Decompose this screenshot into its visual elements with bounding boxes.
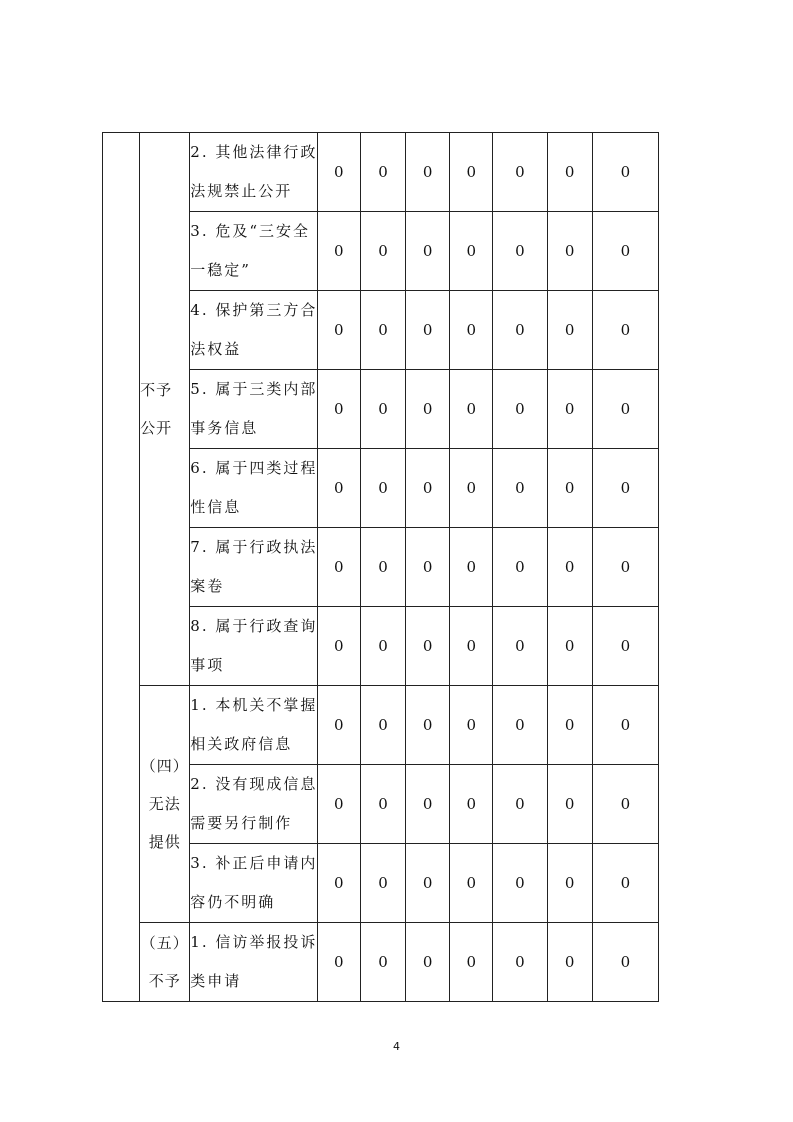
value-cell: 0: [493, 923, 547, 1002]
value-cell: 0: [360, 923, 405, 1002]
group-label-cell: [140, 686, 190, 923]
group-label-line: （五）: [140, 934, 189, 952]
value-cell: 0: [360, 765, 405, 844]
value-cell: 0: [592, 212, 658, 291]
value-cell: 0: [450, 765, 493, 844]
item-label-line: 2. 没有现成信息: [190, 775, 318, 793]
item-label-line: 事务信息: [190, 419, 259, 437]
value-cell: 0: [450, 923, 493, 1002]
table-row: [103, 923, 659, 1002]
value-cell: 0: [547, 923, 592, 1002]
item-label-cell: [190, 923, 317, 1002]
group-label-line: 不予: [148, 972, 181, 990]
value-cell: 0: [317, 370, 360, 449]
value-cell: 0: [547, 370, 592, 449]
item-label-line: 8. 属于行政查询: [190, 617, 318, 635]
item-label-line: 法权益: [190, 340, 242, 358]
value-cell: 0: [450, 133, 493, 212]
value-cell: 0: [360, 844, 405, 923]
value-cell: 0: [493, 133, 547, 212]
item-label-cell: [190, 765, 317, 844]
item-label-line: 容仍不明确: [190, 893, 276, 911]
value-cell: 0: [450, 291, 493, 370]
value-cell: 0: [592, 923, 658, 1002]
value-cell: 0: [547, 607, 592, 686]
value-cell: 0: [592, 765, 658, 844]
item-label-line: 2. 其他法律行政: [190, 143, 318, 161]
value-cell: 0: [406, 844, 450, 923]
value-cell: 0: [493, 370, 547, 449]
item-label-line: 类申请: [190, 972, 242, 990]
value-cell: 0: [406, 212, 450, 291]
item-label-cell: [190, 607, 317, 686]
value-cell: 0: [547, 765, 592, 844]
value-cell: 0: [493, 607, 547, 686]
value-cell: 0: [547, 449, 592, 528]
value-cell: 0: [406, 607, 450, 686]
item-label-line: 案卷: [190, 577, 225, 595]
value-cell: 0: [360, 686, 405, 765]
value-cell: 0: [493, 212, 547, 291]
value-cell: 0: [406, 291, 450, 370]
value-cell: 0: [450, 607, 493, 686]
value-cell: 0: [406, 765, 450, 844]
value-cell: 0: [317, 686, 360, 765]
value-cell: 0: [493, 686, 547, 765]
item-label-line: 4. 保护第三方合: [190, 301, 318, 319]
value-cell: 0: [317, 528, 360, 607]
value-cell: 0: [317, 291, 360, 370]
value-cell: 0: [450, 212, 493, 291]
value-cell: 0: [547, 212, 592, 291]
value-cell: 0: [493, 844, 547, 923]
value-cell: 0: [317, 212, 360, 291]
item-label-cell: [190, 291, 317, 370]
item-label-line: 1. 本机关不掌握: [190, 696, 318, 714]
value-cell: 0: [406, 528, 450, 607]
item-label-cell: [190, 844, 317, 923]
value-cell: 0: [360, 607, 405, 686]
disclosure-table: [102, 132, 659, 1002]
value-cell: 0: [493, 528, 547, 607]
group-label-line: 公开: [140, 419, 173, 437]
item-label-line: 3. 补正后申请内: [190, 854, 318, 872]
value-cell: 0: [592, 449, 658, 528]
group-label-cell: [140, 133, 190, 686]
value-cell: 0: [547, 844, 592, 923]
value-cell: 0: [450, 686, 493, 765]
value-cell: 0: [493, 291, 547, 370]
value-cell: 0: [406, 686, 450, 765]
value-cell: 0: [592, 370, 658, 449]
value-cell: 0: [450, 449, 493, 528]
value-cell: 0: [406, 370, 450, 449]
table-row: [103, 133, 659, 212]
item-label-cell: [190, 528, 317, 607]
value-cell: 0: [592, 291, 658, 370]
item-label-cell: [190, 686, 317, 765]
value-cell: 0: [592, 133, 658, 212]
value-cell: 0: [493, 765, 547, 844]
value-cell: 0: [450, 528, 493, 607]
value-cell: 0: [450, 370, 493, 449]
value-cell: 0: [317, 607, 360, 686]
value-cell: 0: [450, 844, 493, 923]
item-label-line: 7. 属于行政执法: [190, 538, 318, 556]
value-cell: 0: [360, 212, 405, 291]
item-label-line: 6. 属于四类过程: [190, 459, 318, 477]
item-label-line: 1. 信访举报投诉: [190, 933, 318, 951]
value-cell: 0: [406, 133, 450, 212]
value-cell: 0: [592, 528, 658, 607]
value-cell: 0: [317, 449, 360, 528]
item-label-line: 5. 属于三类内部: [190, 380, 318, 398]
value-cell: 0: [406, 923, 450, 1002]
item-label-cell: [190, 133, 317, 212]
item-label-line: 事项: [190, 656, 225, 674]
item-label-line: 一稳定”: [190, 261, 251, 279]
item-label-cell: [190, 370, 317, 449]
item-label-line: 性信息: [190, 498, 242, 516]
group-label-line: （四）: [140, 757, 189, 775]
item-label-line: 法规禁止公开: [190, 182, 293, 200]
value-cell: 0: [317, 133, 360, 212]
value-cell: 0: [547, 528, 592, 607]
item-label-cell: [190, 212, 317, 291]
item-label-cell: [190, 449, 317, 528]
value-cell: 0: [317, 765, 360, 844]
group-label-line: 提供: [148, 833, 181, 851]
value-cell: 0: [360, 449, 405, 528]
group-label-line: 无法: [148, 795, 181, 813]
value-cell: 0: [592, 607, 658, 686]
value-cell: 0: [493, 449, 547, 528]
table-body: [103, 133, 659, 1002]
value-cell: 0: [360, 528, 405, 607]
value-cell: 0: [317, 844, 360, 923]
value-cell: 0: [406, 449, 450, 528]
value-cell: 0: [360, 370, 405, 449]
item-label-line: 3. 危及“三安全: [190, 222, 311, 240]
group-label-line: 不予: [140, 381, 173, 399]
value-cell: 0: [547, 133, 592, 212]
value-cell: 0: [360, 133, 405, 212]
item-label-line: 相关政府信息: [190, 735, 293, 753]
item-label-line: 需要另行制作: [190, 814, 293, 832]
value-cell: 0: [592, 844, 658, 923]
value-cell: 0: [547, 686, 592, 765]
table-row: [103, 686, 659, 765]
group-label-cell: [140, 923, 190, 1002]
value-cell: 0: [547, 291, 592, 370]
value-cell: 0: [592, 686, 658, 765]
value-cell: 0: [317, 923, 360, 1002]
outer-category-cell: [103, 133, 140, 1002]
value-cell: 0: [360, 291, 405, 370]
page-number: 4: [393, 1040, 400, 1053]
